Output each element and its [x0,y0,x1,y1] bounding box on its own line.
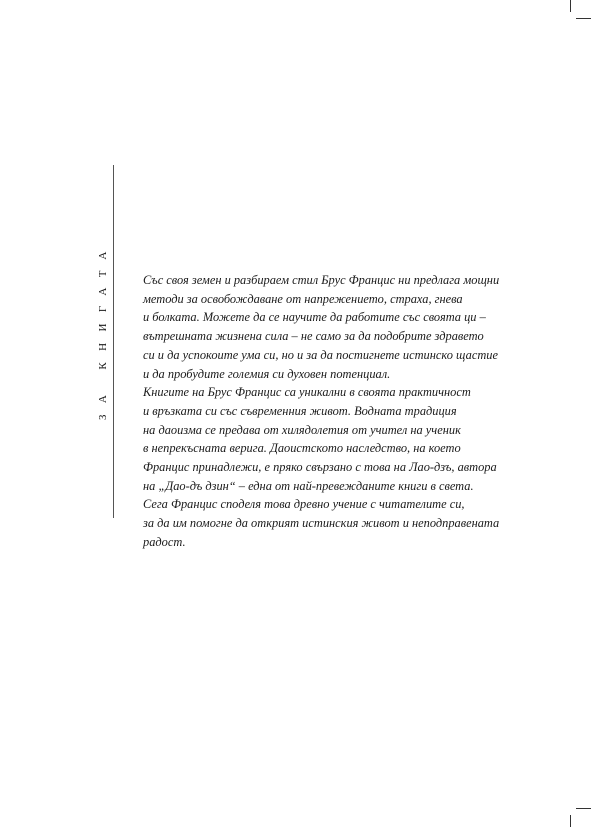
text-line: методи за освобождаване от напрежението, страха, гнева [143,291,463,306]
crop-mark-bottom-left [570,815,571,827]
text-line: Със своя земен и разбираем стил Брус Франциc ни предлага мощни [143,273,500,287]
text-line: Сега Франциc споделя това древно учение с читателите си, [143,497,465,512]
text-line: и да пробудите големия си духовен потенциал. [143,366,391,381]
text-line: и връзката си със съвременния живот. Водната традиция [143,403,457,418]
crop-mark-top-horizontal [576,18,591,19]
section-title-text: ЗА КНИГАТА [97,240,109,420]
crop-mark-bottom-horizontal [576,808,591,809]
text-line: Книгите на Брус Франциc са уникални в своята практичност [143,385,471,400]
section-title-vertical [93,240,113,540]
text-line: на „Дао-дъ дзин“ – една от най-превежданите книги в света. [143,478,474,493]
text-line: за да им помогне да открият истинския живот и неподправената [143,516,500,531]
text-line: и болката. Можете да се научите да работите със своята ци – [143,310,486,325]
text-line: Франциc принадлежи, е пряко свързано с това на Лао-дзъ, автора [143,460,497,475]
text-line: на даоизма се предава от хилядолетия от учител на ученик [143,422,461,437]
vertical-rule [113,165,114,518]
crop-mark-top-left [570,0,571,12]
text-line: си и да успокоите ума си, но и за да постигнете истинско щастие [143,347,498,362]
text-line: вътрешната жизнена сила – не само за да подобрите здравето [143,329,484,344]
text-line: в непрекъсната верига. Даоистското наследство, на което [143,441,461,456]
book-description [143,271,523,552]
text-line: радост. [143,534,186,549]
